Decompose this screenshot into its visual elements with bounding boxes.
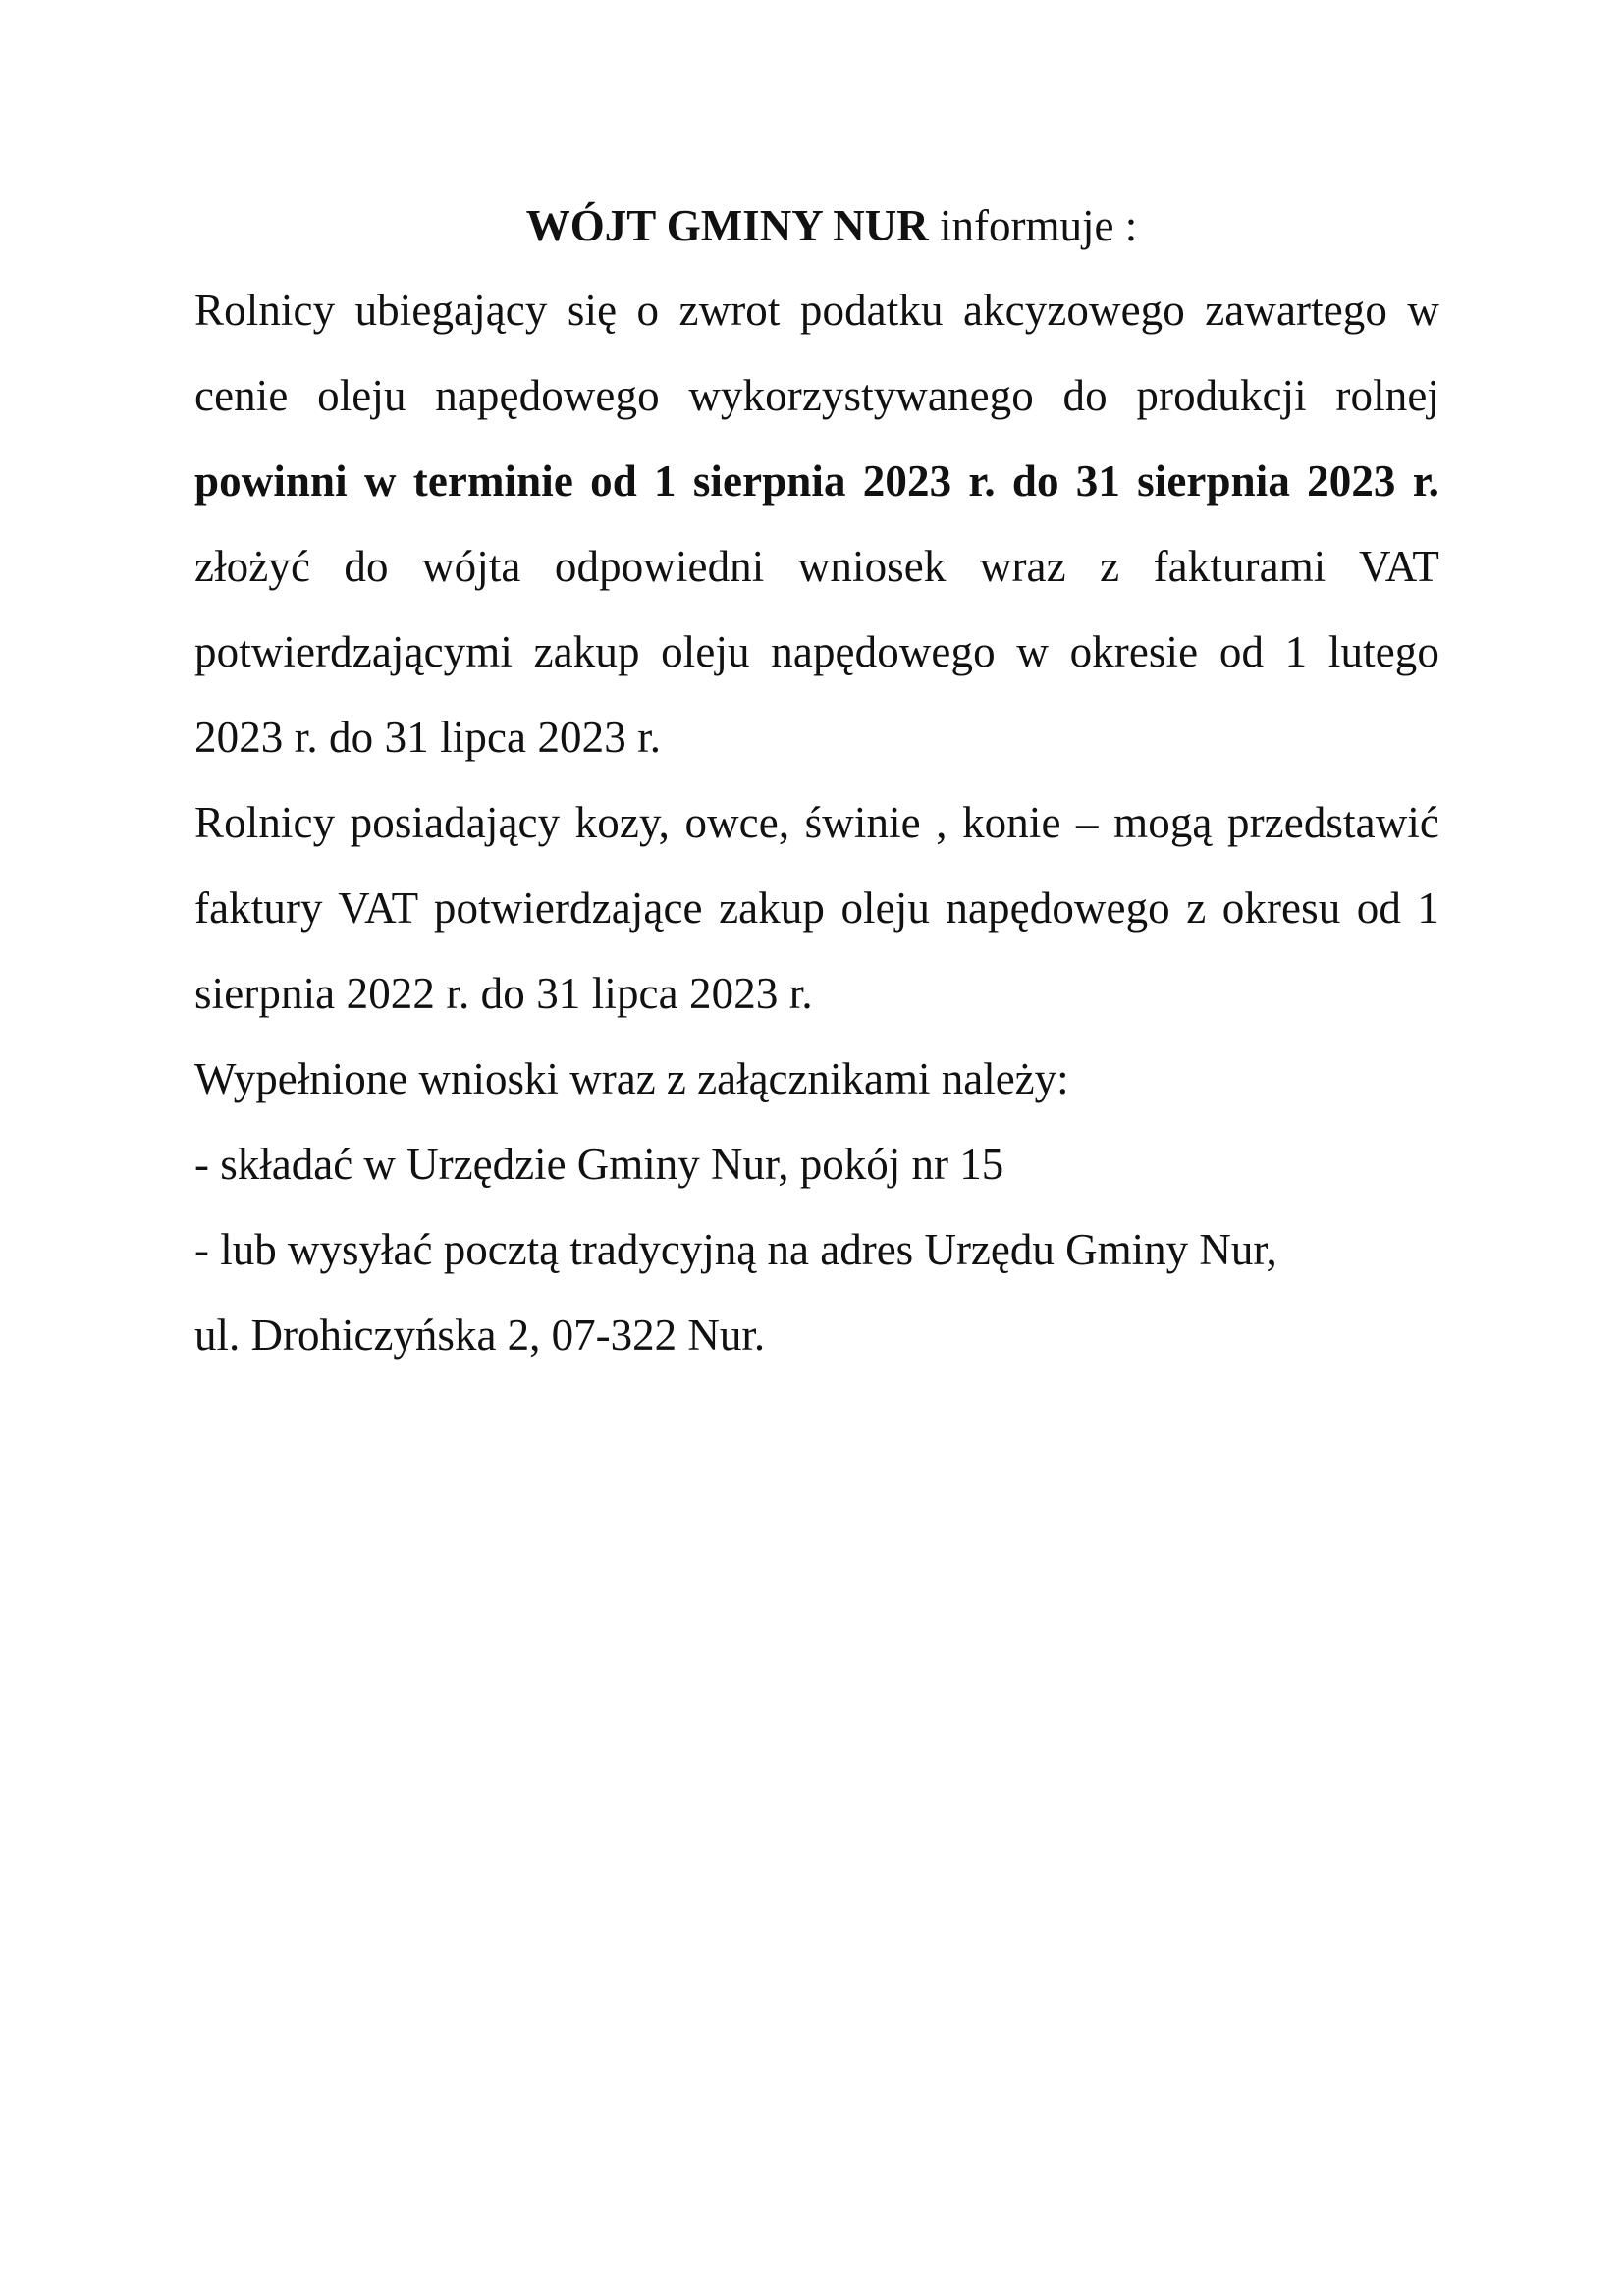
title-authority: WÓJT GMINY NUR bbox=[525, 201, 929, 250]
title-verb: informuje : bbox=[928, 201, 1138, 250]
announcement-title bbox=[194, 192, 1439, 259]
announcement-body bbox=[194, 192, 1439, 1378]
office-address: ul. Drohiczyńska 2, 07-322 Nur. bbox=[194, 1310, 766, 1360]
refund-deadline-dates: powinni w terminie od 1 sierpnia 2023 r. do 31 sierpnia 2023 r. bbox=[194, 456, 1439, 506]
filing-intro: Wypełnione wnioski wraz z załącznikami należy: bbox=[194, 1054, 1069, 1103]
livestock-paragraph: Rolnicy posiadający kozy, owce, świnie , konie – mogą przedstawić faktury VAT potwierdzające zakup oleju napędowego z okresu od 1 sierpnia 2022 r. do 31 lipca 2023 r. bbox=[194, 798, 1439, 1018]
filing-option-by-post: - lub wysyłać pocztą tradycyjną na adres Urzędu Gminy Nur, bbox=[194, 1225, 1277, 1274]
refund-deadline-paragraph bbox=[194, 268, 1439, 780]
filing-option-in-person: - składać w Urzędzie Gminy Nur, pokój nr 15 bbox=[194, 1140, 1004, 1189]
refund-intro-text: Rolnicy ubiegający się o zwrot podatku akcyzowego zawartego w cenie oleju napędowego wykorzystywanego do produkcji rolnej bbox=[194, 286, 1439, 420]
refund-invoice-text: złożyć do wójta odpowiedni wniosek wraz z fakturami VAT potwierdzającymi zakup oleju napędowego w okresie od 1 lutego 2023 r. do 31 lipca 2023 r. bbox=[194, 542, 1439, 762]
